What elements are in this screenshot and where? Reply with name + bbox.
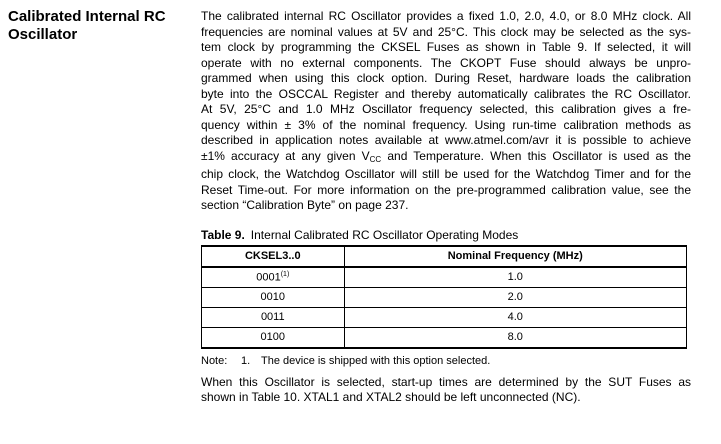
- footnote-reference: (1): [280, 270, 290, 278]
- section-heading-line-2: Oscillator: [8, 26, 78, 43]
- frequency-cell: 1.0: [344, 267, 686, 288]
- table-caption: [201, 228, 691, 242]
- paragraph-line: When this Oscillator is selected, start-up times are determined by the SUT Fuses as: [201, 374, 691, 389]
- paragraph-line-vcc: [201, 149, 691, 168]
- table-caption-label: Table 9.: [201, 227, 245, 242]
- vcc-line-end: and Temperature. When this Oscillator is used as the: [381, 148, 691, 163]
- section-heading-line-1: Calibrated Internal RC: [8, 8, 166, 25]
- body-column: [201, 9, 691, 406]
- column-header-cksel: CKSEL3..0: [202, 246, 345, 267]
- paragraph-line: frequencies are nominal values at 5V and 25°C. This clock may be selected as the sys-: [201, 24, 691, 39]
- paragraph-line: grammed when using this clock option. During Reset, hardware loads the calibration: [201, 71, 691, 85]
- paragraph-line: The calibrated internal RC Oscillator provides a fixed 1.0, 2.0, 4.0, or 8.0 MHz clock. All: [201, 9, 691, 23]
- table-row: [202, 267, 687, 288]
- paragraph-line: described in application notes available at www.atmel.com/avr it is possible to achieve: [201, 133, 691, 147]
- frequency-cell: 8.0: [344, 327, 686, 348]
- paragraph-line: operate with no external components. The CKOPT Fuse should always be unpro-: [201, 55, 691, 70]
- paragraph-line: Reset Time-out. For more information on the pre-programmed calibration value, see the: [201, 182, 691, 197]
- paragraph-line: shown in Table 10. XTAL1 and XTAL2 should be left unconnected (NC).: [201, 390, 581, 404]
- table-row: [202, 327, 687, 348]
- cksel-cell: 0100: [202, 327, 345, 348]
- cksel-cell: 0010: [202, 287, 345, 307]
- cksel-value: 0001: [256, 271, 281, 284]
- operating-modes-table: [201, 245, 687, 349]
- section-heading: [8, 8, 188, 44]
- paragraph-line: tem clock by programming the CKSEL Fuses as shown in Table 9. If selected, it will: [201, 40, 691, 54]
- column-header-frequency: Nominal Frequency (MHz): [344, 246, 686, 267]
- paragraph-line: At 5V, 25°C and 1.0 MHz Oscillator frequency selected, this calibration gives a fre-: [201, 102, 691, 116]
- table-header-row: [202, 246, 687, 267]
- vcc-line-start: ±1% accuracy at any given V: [201, 148, 370, 163]
- table-caption-title: Internal Calibrated RC Oscillator Operating Modes: [250, 227, 519, 242]
- cksel-cell: 0011: [202, 307, 345, 327]
- cksel-cell: [202, 267, 345, 288]
- description-paragraph: [201, 9, 691, 214]
- frequency-cell: 2.0: [344, 287, 686, 307]
- table-row: [202, 307, 687, 327]
- table-note: [201, 354, 691, 368]
- paragraph-line: byte into the OSCCAL Register and thereby automatically calibrates the RC Oscillator.: [201, 86, 691, 101]
- vcc-subscript: CC: [369, 154, 382, 164]
- note-label: Note:: [201, 354, 228, 367]
- paragraph-line: section “Calibration Byte” on page 237.: [201, 198, 409, 212]
- startup-paragraph: [201, 375, 691, 406]
- table-row: [202, 287, 687, 307]
- note-number: 1.: [241, 354, 251, 367]
- paragraph-line: quency within ± 3% of the nominal frequency. Using run-time calibration methods as: [201, 117, 691, 132]
- frequency-cell: 4.0: [344, 307, 686, 327]
- note-text: The device is shipped with this option selected.: [261, 354, 491, 367]
- paragraph-line: chip clock, the Watchdog Oscillator will still be used for the Watchdog Timer and for the: [201, 167, 691, 181]
